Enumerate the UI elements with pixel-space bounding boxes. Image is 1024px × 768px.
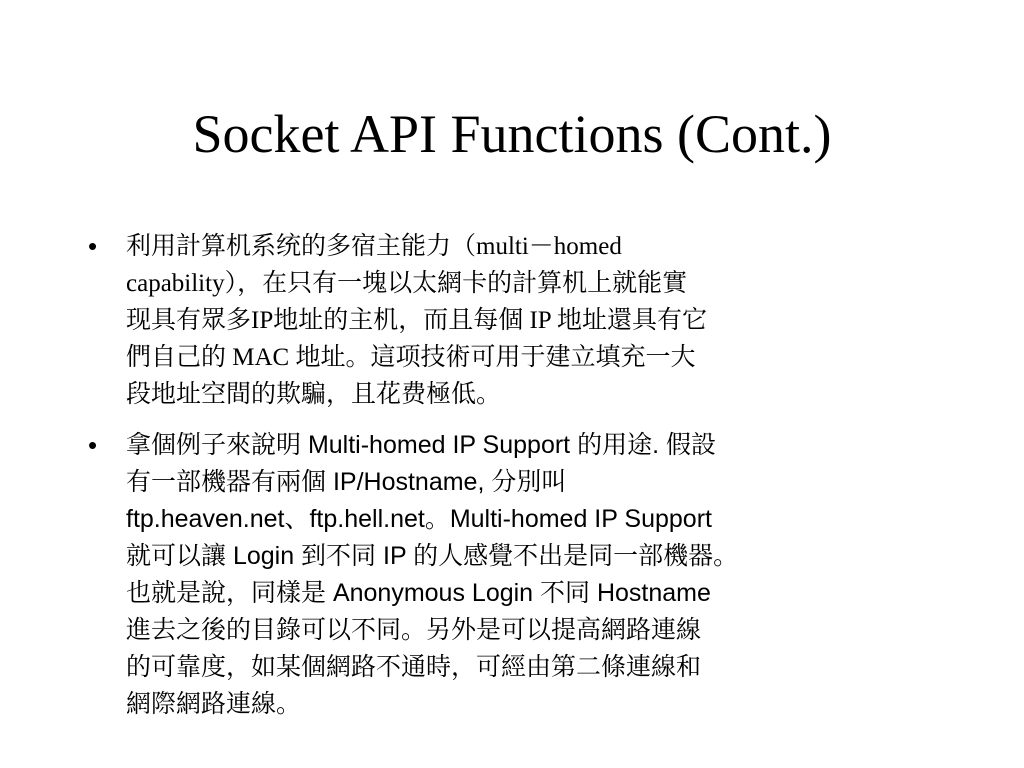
bullet-2-line-4: 就可以讓 Login 到不同 IP 的人感覺不出是同一部機器。: [126, 542, 739, 570]
bullet-1-line-1: 利用計算机系统的多宿主能力（multi－homed: [126, 233, 622, 260]
bullet-2-line-3: ftp.heaven.net、ftp.hell.net。Multi-homed IP Support: [126, 505, 712, 533]
slide-title: Socket API Functions (Cont.): [192, 104, 832, 164]
bullet-1-line-3: 现具有眾多IP地址的主机，而且每個 IP 地址還具有它: [126, 307, 708, 334]
bullet-list: [88, 228, 968, 737]
bullet-1-line-2: capability），在只有一塊以太網卡的計算机上就能實: [126, 270, 688, 297]
bullet-2-line-7: 的可靠度，如某個網路不通時，可經由第二條連線和: [126, 653, 702, 681]
bullet-1-line-4: 們自己的 MAC 地址。這项技術可用于建立填充一大: [126, 344, 696, 371]
bullet-item-2: [88, 427, 968, 723]
bullet-2-line-2: 有一部機器有兩個 IP/Hostname, 分別叫: [126, 468, 567, 496]
bullet-2-line-5: 也就是說，同樣是 Anonymous Login 不同 Hostname: [126, 579, 711, 607]
bullet-1-line-5: 段地址空間的欺騙，且花费極低。: [126, 381, 502, 408]
bullet-2-line-8: 網際網路連線。: [126, 690, 302, 718]
bullet-icon: •: [88, 430, 98, 460]
bullet-item-1: [88, 228, 968, 413]
bullet-2-line-1: 拿個例子來說明 Multi-homed IP Support 的用途. 假設: [126, 431, 716, 459]
bullet-2-line-6: 進去之後的目錄可以不同。另外是可以提高網路連線: [126, 616, 702, 644]
bullet-icon: •: [88, 231, 98, 261]
